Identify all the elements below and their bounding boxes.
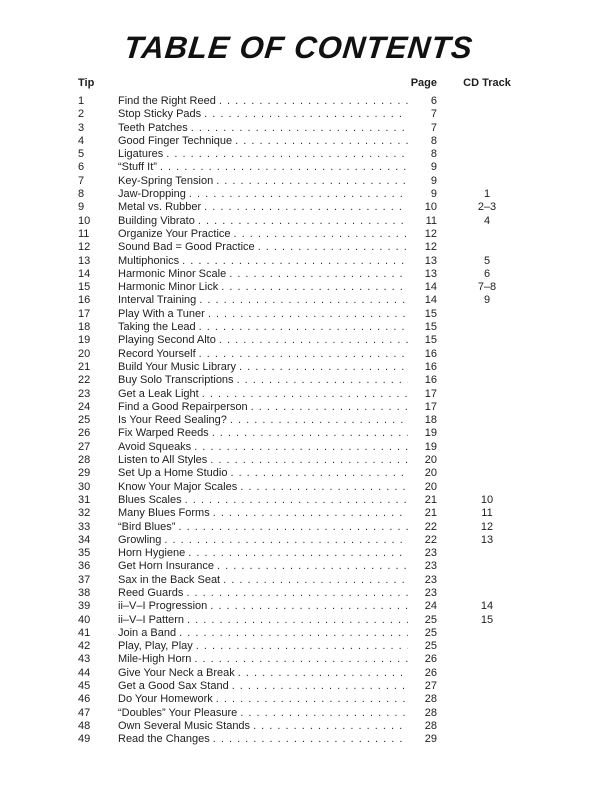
tip-number: 13 — [78, 254, 91, 267]
page-column-header: Page — [410, 77, 437, 89]
entry-title: Blues Scales — [118, 493, 182, 506]
entry-title: Get a Leak Light — [118, 387, 199, 400]
entry-title: Organize Your Practice — [118, 227, 231, 240]
entry-title: Set Up a Home Studio — [118, 467, 228, 480]
toc-header-row — [78, 77, 525, 90]
toc-row — [78, 228, 525, 241]
tip-number: 41 — [78, 626, 91, 639]
tip-number: 30 — [78, 480, 91, 493]
entry-title: Teeth Patches — [118, 121, 188, 134]
dot-leader — [219, 334, 408, 347]
page-number: 12 — [424, 227, 437, 240]
toc-row — [78, 680, 525, 693]
entry-title: Metal vs. Rubber — [118, 201, 202, 214]
toc-row — [78, 175, 525, 188]
page-number: 18 — [424, 414, 437, 427]
cd-track-column-header: CD Track — [463, 77, 511, 89]
tip-number: 46 — [78, 693, 91, 706]
toc-row — [78, 454, 525, 467]
tip-number: 49 — [78, 733, 91, 746]
tip-number: 36 — [78, 560, 91, 573]
page-number: 28 — [424, 693, 437, 706]
toc-row — [78, 574, 525, 587]
toc-row — [78, 215, 525, 228]
tip-number: 26 — [78, 427, 91, 440]
toc-row — [78, 507, 525, 520]
page-number: 23 — [424, 560, 437, 573]
page-number: 9 — [430, 161, 437, 174]
page-number: 16 — [424, 347, 437, 360]
page-number: 26 — [424, 666, 437, 679]
entry-title: Get Horn Insurance — [118, 560, 214, 573]
toc-row — [78, 108, 525, 121]
tip-number: 28 — [78, 454, 91, 467]
entry-title: Avoid Squeaks — [118, 440, 192, 453]
toc-row — [78, 534, 525, 547]
entry-title: Fix Warped Reeds — [118, 427, 209, 440]
dot-leader — [210, 600, 408, 613]
tip-number: 24 — [78, 400, 91, 413]
toc-row — [78, 348, 525, 361]
tip-column-header: Tip — [78, 77, 95, 89]
page-number: 13 — [424, 254, 437, 267]
toc-row — [78, 255, 525, 268]
tip-number: 31 — [78, 493, 91, 506]
toc-rows — [78, 95, 525, 747]
entry-title: Record Yourself — [118, 347, 196, 360]
dot-leader — [188, 547, 408, 560]
dot-leader — [253, 720, 408, 733]
dot-leader — [160, 161, 408, 174]
dot-leader — [179, 627, 408, 640]
dot-leader — [235, 135, 408, 148]
toc-row — [78, 427, 525, 440]
tip-number: 7 — [78, 174, 85, 187]
page-number: 11 — [425, 214, 437, 227]
toc-row — [78, 614, 525, 627]
dot-leader — [258, 241, 408, 254]
tip-number: 20 — [78, 347, 91, 360]
toc-row — [78, 388, 525, 401]
dot-leader — [186, 587, 408, 600]
page-number: 14 — [424, 294, 437, 307]
entry-title: Find a Good Repairperson — [118, 400, 248, 413]
dot-leader — [166, 148, 408, 161]
toc-row — [78, 148, 525, 161]
cd-track-number: 2–3 — [477, 201, 497, 214]
tip-number: 27 — [78, 440, 91, 453]
dot-leader — [199, 348, 408, 361]
dot-leader — [212, 427, 408, 440]
page-number: 16 — [424, 360, 437, 373]
page-number: 20 — [424, 480, 437, 493]
entry-title: Buy Solo Transcriptions — [118, 374, 234, 387]
page-number: 26 — [424, 653, 437, 666]
dot-leader — [164, 534, 408, 547]
tip-number: 42 — [78, 640, 91, 653]
entry-title: Get a Good Sax Stand — [118, 680, 229, 693]
tip-number: 35 — [78, 547, 91, 560]
toc-row — [78, 720, 525, 733]
toc-row — [78, 321, 525, 334]
toc-row — [78, 401, 525, 414]
page-number: 19 — [424, 440, 437, 453]
tip-number: 1 — [78, 95, 85, 107]
tip-number: 45 — [78, 680, 91, 693]
dot-leader — [251, 401, 408, 414]
toc-row — [78, 653, 525, 666]
page-number: 28 — [424, 706, 437, 719]
toc-row — [78, 733, 525, 746]
tip-number: 44 — [78, 666, 91, 679]
tip-number: 33 — [78, 520, 91, 533]
entry-title: Do Your Homework — [118, 693, 213, 706]
page-number: 13 — [424, 267, 437, 280]
dot-leader — [189, 188, 408, 201]
entry-title: Multiphonics — [118, 254, 180, 267]
dot-leader — [237, 374, 408, 387]
entry-title: Listen to All Styles — [118, 454, 208, 467]
toc-row — [78, 467, 525, 480]
cd-track-number: 5 — [483, 254, 491, 267]
tip-number: 38 — [78, 586, 91, 599]
entry-title: Is Your Reed Sealing? — [118, 414, 227, 427]
dot-leader — [239, 361, 408, 374]
entry-title: “Doubles” Your Pleasure — [118, 706, 238, 719]
entry-title: Good Finger Technique — [118, 134, 233, 147]
tip-number: 32 — [78, 507, 91, 520]
dot-leader — [202, 388, 408, 401]
page-number: 24 — [424, 600, 437, 613]
dot-leader — [187, 614, 408, 627]
tip-number: 19 — [78, 334, 91, 347]
entry-title: Reed Guards — [118, 586, 184, 599]
cd-track-number: 15 — [480, 613, 494, 626]
tip-number: 39 — [78, 600, 91, 613]
cd-track-number: 14 — [480, 600, 494, 613]
entry-title: Interval Training — [118, 294, 197, 307]
page-number: 29 — [424, 733, 437, 746]
page-number: 15 — [424, 321, 437, 334]
entry-title: Own Several Music Stands — [118, 719, 251, 732]
dot-leader — [216, 175, 408, 188]
entry-title: Harmonic Minor Lick — [118, 281, 219, 294]
dot-leader — [210, 454, 408, 467]
dot-leader — [219, 95, 408, 108]
toc-row — [78, 640, 525, 653]
dot-leader — [217, 560, 408, 573]
cd-track-number: 9 — [483, 294, 491, 307]
entry-title: “Stuff It” — [118, 161, 157, 174]
page-number: 7 — [430, 121, 437, 134]
entry-title: Mile-High Horn — [118, 653, 192, 666]
page-number: 25 — [424, 626, 437, 639]
toc-row — [78, 334, 525, 347]
tip-number: 8 — [78, 188, 85, 201]
tip-number: 40 — [78, 613, 91, 626]
toc-row — [78, 560, 525, 573]
entry-title: Taking the Lead — [118, 321, 196, 334]
toc-row — [78, 188, 525, 201]
entry-title: Growling — [118, 533, 162, 546]
toc-row — [78, 135, 525, 148]
page-number: 25 — [424, 640, 437, 653]
tip-number: 6 — [78, 161, 85, 174]
dot-leader — [182, 255, 408, 268]
toc-row — [78, 414, 525, 427]
entry-title: Many Blues Forms — [118, 507, 210, 520]
page-number: 28 — [424, 719, 437, 732]
page-number: 20 — [424, 454, 437, 467]
entry-title: Build Your Music Library — [118, 360, 237, 373]
page-number: 23 — [424, 547, 437, 560]
entry-title: Ligatures — [118, 148, 164, 161]
dot-leader — [232, 680, 408, 693]
toc-row — [78, 587, 525, 600]
dot-leader — [194, 653, 408, 666]
dot-leader — [199, 294, 408, 307]
toc-row — [78, 693, 525, 706]
cd-track-number: 13 — [480, 533, 494, 546]
entry-title: Jaw-Dropping — [118, 188, 186, 201]
cd-track-number: 4 — [483, 214, 491, 227]
toc-row — [78, 268, 525, 281]
tip-number: 2 — [78, 108, 85, 121]
page-number: 8 — [430, 134, 437, 147]
entry-title: Play With a Tuner — [118, 307, 205, 320]
toc-row — [78, 361, 525, 374]
entry-title: Stop Sticky Pads — [118, 108, 202, 121]
dot-leader — [213, 733, 408, 746]
entry-title: Harmonic Minor Scale — [118, 267, 227, 280]
dot-leader — [191, 122, 408, 135]
entry-title: Playing Second Alto — [118, 334, 216, 347]
tip-number: 15 — [78, 281, 91, 294]
entry-title: Give Your Neck a Break — [118, 666, 235, 679]
page-number: 23 — [424, 573, 437, 586]
dot-leader — [240, 481, 408, 494]
entry-title: Horn Hygiene — [118, 547, 186, 560]
entry-title: Sax in the Back Seat — [118, 573, 221, 586]
page-number: 9 — [430, 174, 437, 187]
dot-leader — [185, 494, 408, 507]
toc-row — [78, 374, 525, 387]
dot-leader — [208, 308, 408, 321]
tip-number: 4 — [78, 134, 85, 147]
toc-row — [78, 122, 525, 135]
entry-title: Building Vibrato — [118, 214, 195, 227]
tip-number: 37 — [78, 573, 91, 586]
dot-leader — [234, 228, 408, 241]
dot-leader — [199, 321, 408, 334]
cd-track-number: 1 — [483, 188, 491, 201]
page-number: 17 — [424, 387, 437, 400]
toc-row — [78, 441, 525, 454]
tip-number: 14 — [78, 267, 91, 280]
tip-number: 16 — [78, 294, 91, 307]
tip-number: 9 — [78, 201, 85, 214]
tip-number: 17 — [78, 307, 91, 320]
dot-leader — [238, 667, 408, 680]
dot-leader — [196, 640, 408, 653]
toc-row — [78, 707, 525, 720]
entry-title: Know Your Major Scales — [118, 480, 238, 493]
page-number: 22 — [424, 533, 437, 546]
cd-track-number: 10 — [480, 493, 494, 506]
toc-row — [78, 308, 525, 321]
page-number: 27 — [424, 680, 437, 693]
dot-leader — [221, 281, 408, 294]
tip-number: 21 — [78, 360, 91, 373]
dot-leader — [216, 693, 408, 706]
page-number: 23 — [424, 586, 437, 599]
toc-row — [78, 294, 525, 307]
dot-leader — [213, 507, 408, 520]
tip-number: 3 — [78, 121, 85, 134]
page-number: 15 — [424, 307, 437, 320]
dot-leader — [204, 201, 408, 214]
dot-leader — [240, 707, 408, 720]
toc-row — [78, 241, 525, 254]
page-number: 15 — [424, 334, 437, 347]
page-number: 22 — [424, 520, 437, 533]
toc-row — [78, 95, 525, 108]
toc-row — [78, 600, 525, 613]
tip-number: 34 — [78, 533, 91, 546]
entry-title: Find the Right Reed — [118, 95, 216, 107]
dot-leader — [204, 108, 408, 121]
tip-number: 48 — [78, 719, 91, 732]
dot-leader — [178, 521, 408, 534]
tip-number: 23 — [78, 387, 91, 400]
page-title: TABLE OF CONTENTS — [122, 30, 475, 65]
tip-number: 10 — [78, 214, 91, 227]
toc-row — [78, 201, 525, 214]
page-number: 21 — [424, 507, 437, 520]
page-number: 25 — [424, 613, 437, 626]
tip-number: 12 — [78, 241, 91, 254]
cd-track-number: 6 — [483, 267, 491, 280]
page-number: 12 — [424, 241, 437, 254]
toc-row — [78, 161, 525, 174]
page-number: 10 — [424, 201, 437, 214]
entry-title: Sound Bad = Good Practice — [118, 241, 255, 254]
cd-track-number: 12 — [480, 520, 494, 533]
toc-row — [78, 547, 525, 560]
page-number: 16 — [424, 374, 437, 387]
tip-number: 11 — [78, 227, 90, 240]
cd-track-number: 7–8 — [477, 281, 497, 294]
toc-table — [78, 77, 525, 747]
entry-title: Read the Changes — [118, 733, 210, 746]
toc-row — [78, 521, 525, 534]
tip-number: 43 — [78, 653, 91, 666]
entry-title: Play, Play, Play — [118, 640, 193, 653]
entry-title: “Bird Blues” — [118, 520, 176, 533]
dot-leader — [223, 574, 408, 587]
entry-title: Key-Spring Tension — [118, 174, 214, 187]
dot-leader — [230, 414, 408, 427]
page-number: 8 — [430, 148, 437, 161]
dot-leader — [194, 441, 408, 454]
tip-number: 25 — [78, 414, 91, 427]
cd-track-number: 11 — [481, 507, 493, 520]
toc-row — [78, 281, 525, 294]
toc-row — [78, 627, 525, 640]
page-number: 20 — [424, 467, 437, 480]
tip-number: 22 — [78, 374, 91, 387]
page-number: 21 — [424, 493, 437, 506]
page-number: 19 — [424, 427, 437, 440]
tip-number: 29 — [78, 467, 91, 480]
page-number: 9 — [430, 188, 437, 201]
toc-row — [78, 494, 525, 507]
page-number: 7 — [430, 108, 437, 121]
entry-title: ii–V–I Pattern — [118, 613, 185, 626]
page-number: 14 — [424, 281, 437, 294]
tip-number: 18 — [78, 321, 91, 334]
dot-leader — [230, 467, 408, 480]
entry-title: ii–V–I Progression — [118, 600, 208, 613]
toc-row — [78, 667, 525, 680]
dot-leader — [198, 215, 408, 228]
tip-number: 47 — [78, 706, 91, 719]
page-number: 17 — [424, 400, 437, 413]
toc-row — [78, 481, 525, 494]
page-number: 6 — [430, 95, 437, 107]
dot-leader — [229, 268, 408, 281]
tip-number: 5 — [78, 148, 85, 161]
entry-title: Join a Band — [118, 626, 177, 639]
